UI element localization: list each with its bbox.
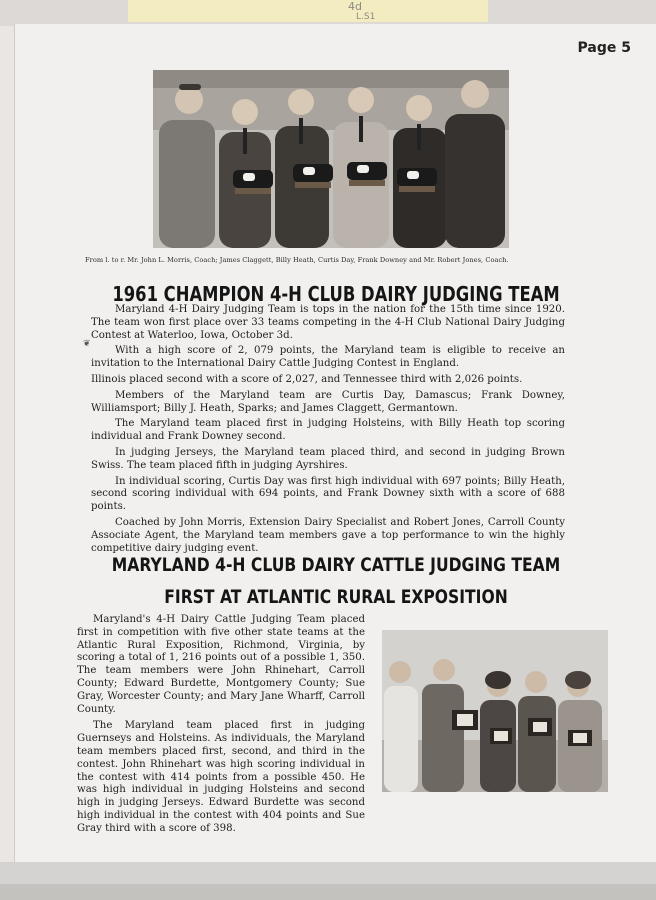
- newsletter-page: [14, 24, 656, 862]
- yellow-paper-slip: [128, 0, 488, 22]
- exposition-photo-illustration: [382, 630, 608, 792]
- article2-paragraph: The Maryland team placed first in judging Guernseys and Holsteins. As individuals, the Maryland team members placed first, second, and third in the contest. John Rhinehart was high scoring individual in the contest with 414 points from a possible 450. He was high individual in judging Holsteins and second high in judging Jerseys. Edward Burdette was second high individual in the contest with 404 points and Sue Gray third with a score of 398.: [77, 720, 365, 834]
- headline-atlantic-line2: FIRST AT ATLANTIC RURAL EXPOSITION: [164, 586, 508, 608]
- article1-paragraph: Maryland 4-H Dairy Judging Team is tops in the nation for the 15th time since 1920. The team won first place over 33 teams competing in the 4-H Club National Dairy Judging Contest at Waterloo, Iowa, October 3d.: [91, 304, 565, 341]
- exposition-team-photo: [382, 630, 608, 792]
- team-photo: [153, 70, 509, 248]
- article1-paragraph: In individual scoring, Curtis Day was first high individual with 697 points; Billy Heath, second scoring individual with 694 points, and Frank Downey sixth with a score of 688 points.: [91, 475, 565, 513]
- article1-paragraph: The Maryland team placed first in judging Holsteins, with Billy Heath top scoring individual and Frank Downey second.: [91, 418, 565, 443]
- headline-1961-champion: 1961 CHAMPION 4-H CLUB DAIRY JUDGING TEAM: [112, 282, 560, 306]
- article1-paragraph: Coached by John Morris, Extension Dairy Specialist and Robert Jones, Carroll County Associate Agent, the Maryland team members gave a top performance to win the highly competitive dairy judging event.: [91, 516, 565, 554]
- page-number: Page 5: [577, 40, 631, 56]
- article1-paragraph: Illinois placed second with a score of 2,027, and Tennessee third with 2,026 points.: [91, 373, 523, 385]
- article-atlantic-exposition: [77, 614, 365, 840]
- margin-mark-icon: ❦: [83, 339, 91, 349]
- photo-caption: From l. to r. Mr. John L. Morris, Coach; James Claggett, Billy Heath, Curtis Day, Frank Downey and Mr. Robert Jones, Coach.: [85, 256, 509, 264]
- scan-bottom-edge: [0, 884, 656, 900]
- article2-paragraph: Maryland's 4-H Dairy Cattle Judging Team placed first in competition with five other state teams at the Atlantic Rural Exposition, Richmond, Virginia, by scoring a total of 1, 216 points out of a possible 1, 350. The team members were John Rhinehart, Carroll County; Edward Burdette, Montgomery County; Sue Gray, Worcester County; and Mary Jane Wharff, Carroll County.: [77, 614, 365, 715]
- article-1961-champion: [91, 304, 565, 558]
- article1-paragraph: In judging Jerseys, the Maryland team placed third, and second in judging Brown Swiss. The team placed fifth in judging Ayrshires.: [91, 446, 565, 471]
- article1-paragraph: With a high score of 2, 079 points, the Maryland team is eligible to receive an invitation to the International Dairy Cattle Judging Contest in England.: [91, 345, 565, 370]
- handwritten-note: 4d: [348, 0, 362, 13]
- team-photo-illustration: [153, 70, 509, 248]
- article1-paragraph: Members of the Maryland team are Curtis Day, Damascus; Frank Downey, Williamsport; Billy J. Heath, Sparks; and James Claggett, Germantown.: [91, 389, 565, 414]
- headline-atlantic-line1: MARYLAND 4-H CLUB DAIRY CATTLE JUDGING TEAM: [111, 554, 561, 576]
- handwritten-note-2: L.S1: [356, 12, 376, 22]
